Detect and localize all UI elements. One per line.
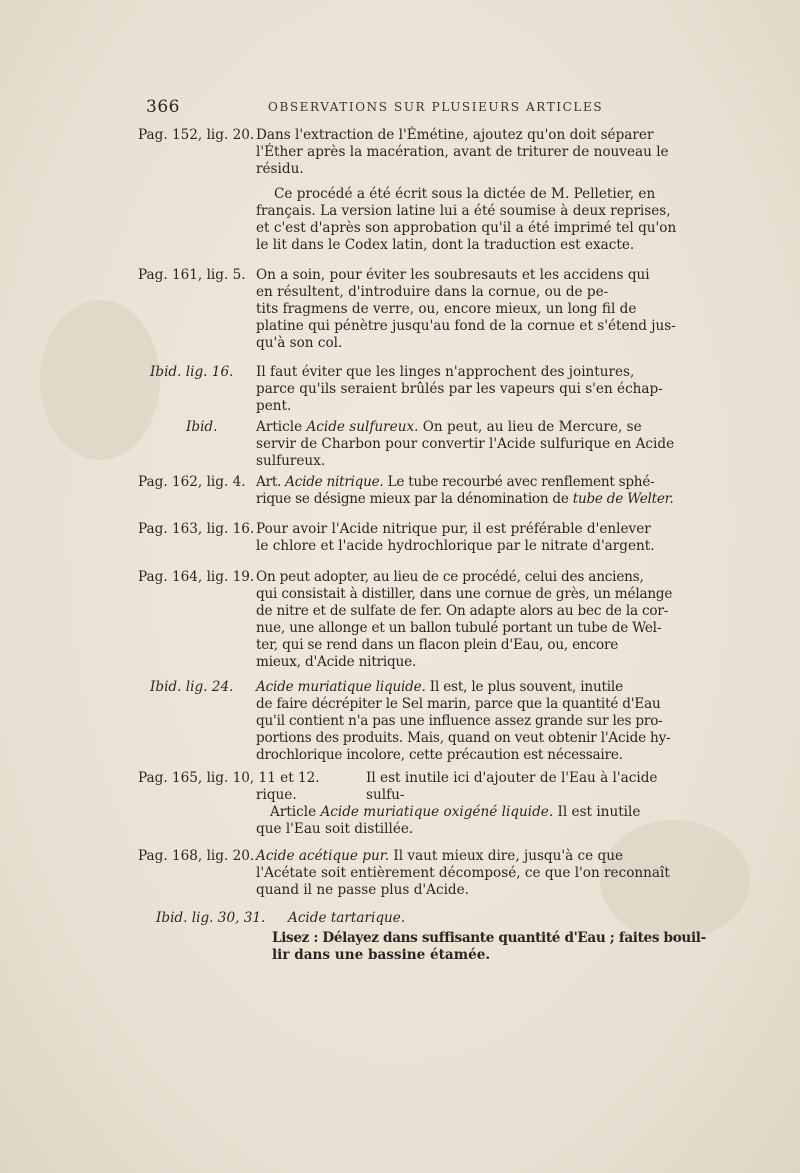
text-line [256,419,698,436]
text-line: de faire décrépiter le Sel marin, parce que la quantité d'Eau [256,696,661,712]
text-line: Pour avoir l'Acide nitrique pur, il est préférable d'enlever [256,521,651,537]
text-line: lir dans une bassine étamée. [272,947,491,963]
entry-reference: Pag. 161, lig. 5. [138,267,246,283]
text-line: Ce procédé a été écrit sous la dictée de M. Pelletier, en [274,186,656,202]
text-line: parce qu'ils seraient brûlés par les vapeurs qui s'en échap- [256,381,663,397]
text-line: On peut adopter, au lieu de ce procédé, celui des anciens, [256,569,644,585]
term-italic: Acide tartarique. [288,910,406,926]
ref-text: Ibid. lig. 30, 31. [156,910,266,926]
entry-reference: Pag. 168, lig. 20. [138,848,255,864]
entry-reference: Ibid. lig. 16. [150,364,234,380]
entry-acide-acetique [138,848,700,904]
text-line: drochlorique incolore, cette précaution est nécessaire. [256,747,623,763]
entry-text [256,679,700,764]
entry-acide-muriatique-oxigene [256,804,700,844]
entry-reference [156,910,265,927]
term-italic: Acide muriatique oxigéné liquide. [320,804,554,820]
line-tail: On peut, au lieu de Mercure, se [418,419,642,435]
page-number: 366 [146,97,180,117]
term-italic: Acide acétique pur. [256,848,390,864]
entry-pag-161 [138,267,698,355]
text-line: qu'il contient n'a pas une influence assez grande sur les pro- [256,713,663,729]
entry-ibid-16 [150,364,698,420]
text-line [256,848,700,865]
entry-text [256,474,703,508]
entry-reference: Ibid. lig. 24. [150,679,234,695]
text-line: Il est inutile ici d'ajouter de l'Eau à l'acide sulfu- [366,770,658,803]
lead-text: Article [270,804,321,820]
text-line: rique. [256,787,297,803]
text-line: le lit dans le Codex latin, dont la traduction est exacte. [256,237,635,253]
entry-reference: Pag. 163, lig. 16. [138,521,255,537]
line-tail: Il est, le plus souvent, inutile [425,679,623,695]
text-line: portions des produits. Mais, quand on veut obtenir l'Acide hy- [256,730,671,746]
text-line: tits fragmens de verre, ou, encore mieux, un long fil de [256,301,637,317]
text-line [256,491,703,508]
text-line: le chlore et l'acide hydrochlorique par le nitrate d'argent. [256,538,655,554]
entry-pag-164 [138,569,700,673]
entry-reference: Pag. 165, lig. 10, 11 et 12. [138,770,320,786]
text-line: mieux, d'Acide nitrique. [256,654,417,670]
entry-text [256,186,698,203]
entry-text [272,930,706,947]
line-tail: Le tube recourbé avec renflement sphé- [383,474,655,490]
text-line [256,679,700,696]
text-line: l'Éther après la macération, avant de triturer de nouveau le [256,144,669,160]
text-line: résidu. [256,161,304,177]
entry-text [256,267,698,352]
entry-text [272,947,706,964]
entry-text [256,569,700,671]
running-head: OBSERVATIONS SUR PLUSIEURS ARTICLES [268,100,604,114]
text-line: pent. [256,398,292,414]
text-line: ter, qui se rend dans un flacon plein d'Eau, ou, encore [256,637,619,653]
entry-text [256,364,698,415]
term-italic: Acide muriatique liquide. [256,679,426,695]
entry-text [256,203,698,254]
text-line: sulfureux. [256,453,326,469]
entry-reference: Pag. 164, lig. 19. [138,569,255,585]
entry-acide-nitrique [138,474,703,514]
lead-text: Article [256,419,307,435]
text-line: Il faut éviter que les linges n'approchent des jointures, [256,364,635,380]
entry-lisez [256,930,706,970]
text-line: en résultent, d'introduire dans la cornue, ou de pe- [256,284,609,300]
entry-acide-tartarique [156,910,556,930]
text-line: nue, une allonge et un ballon tubulé portant un tube de Wel- [256,620,662,636]
text-line: français. La version latine lui a été soumise à deux reprises, [256,203,671,219]
term-italic: Acide nitrique. [285,474,384,490]
entry-reference: Pag. 152, lig. 20. [138,127,255,143]
text-line: Lisez : Délayez dans suffisante quantité d'Eau ; faites bouil- [272,930,706,946]
text-line: et c'est d'après son approbation qu'il a été imprimé tel qu'on [256,220,677,236]
entry-text [256,521,700,555]
text-line: Dans l'extraction de l'Émétine, ajoutez qu'on doit séparer [256,127,654,143]
entry-text [256,848,700,899]
text-line: platine qui pénètre jusqu'au fond de la cornue et s'étend jus- [256,318,676,334]
term-italic: tube de Welter. [572,491,674,507]
entry-note-pelletier [256,186,698,258]
entry-reference: Ibid. [186,419,218,435]
text-line [256,474,703,491]
text-line: On a soin, pour éviter les soubresauts et les accidens qui [256,267,650,283]
entry-pag-163 [138,521,700,561]
entry-text [256,419,698,470]
text-line: qu'à son col. [256,335,343,351]
text-line: servir de Charbon pour convertir l'Acide sulfurique en Acide [256,436,675,452]
entry-reference: Pag. 162, lig. 4. [138,474,246,490]
lead-text: Art. [256,474,286,490]
entry-pag-152 [138,127,698,183]
text-line: l'Acétate soit entièrement décomposé, ce que l'on reconnaît [256,865,670,881]
entry-text [256,821,700,838]
term-italic: Acide sulfureux. [306,419,419,435]
line-tail: Il vaut mieux dire, jusqu'à ce que [389,848,624,864]
entry-acide-sulfureux [186,419,698,475]
entry-text [366,770,700,804]
line-text: rique se désigne mieux par la dénomination de [256,491,573,507]
page-header [146,97,626,119]
entry-text [270,804,700,821]
text-line: quand il ne passe plus d'Acide. [256,882,469,898]
text-line: qui consistait à distiller, dans une cornue de grès, un mélange [256,586,673,602]
text-line: que l'Eau soit distillée. [256,821,414,837]
line-tail: Il est inutile [553,804,641,820]
entry-text [256,127,698,178]
text-line: de nitre et de sulfate de fer. On adapte alors au bec de la cor- [256,603,669,619]
entry-acide-muriatique [150,679,700,769]
text-line [270,804,700,821]
